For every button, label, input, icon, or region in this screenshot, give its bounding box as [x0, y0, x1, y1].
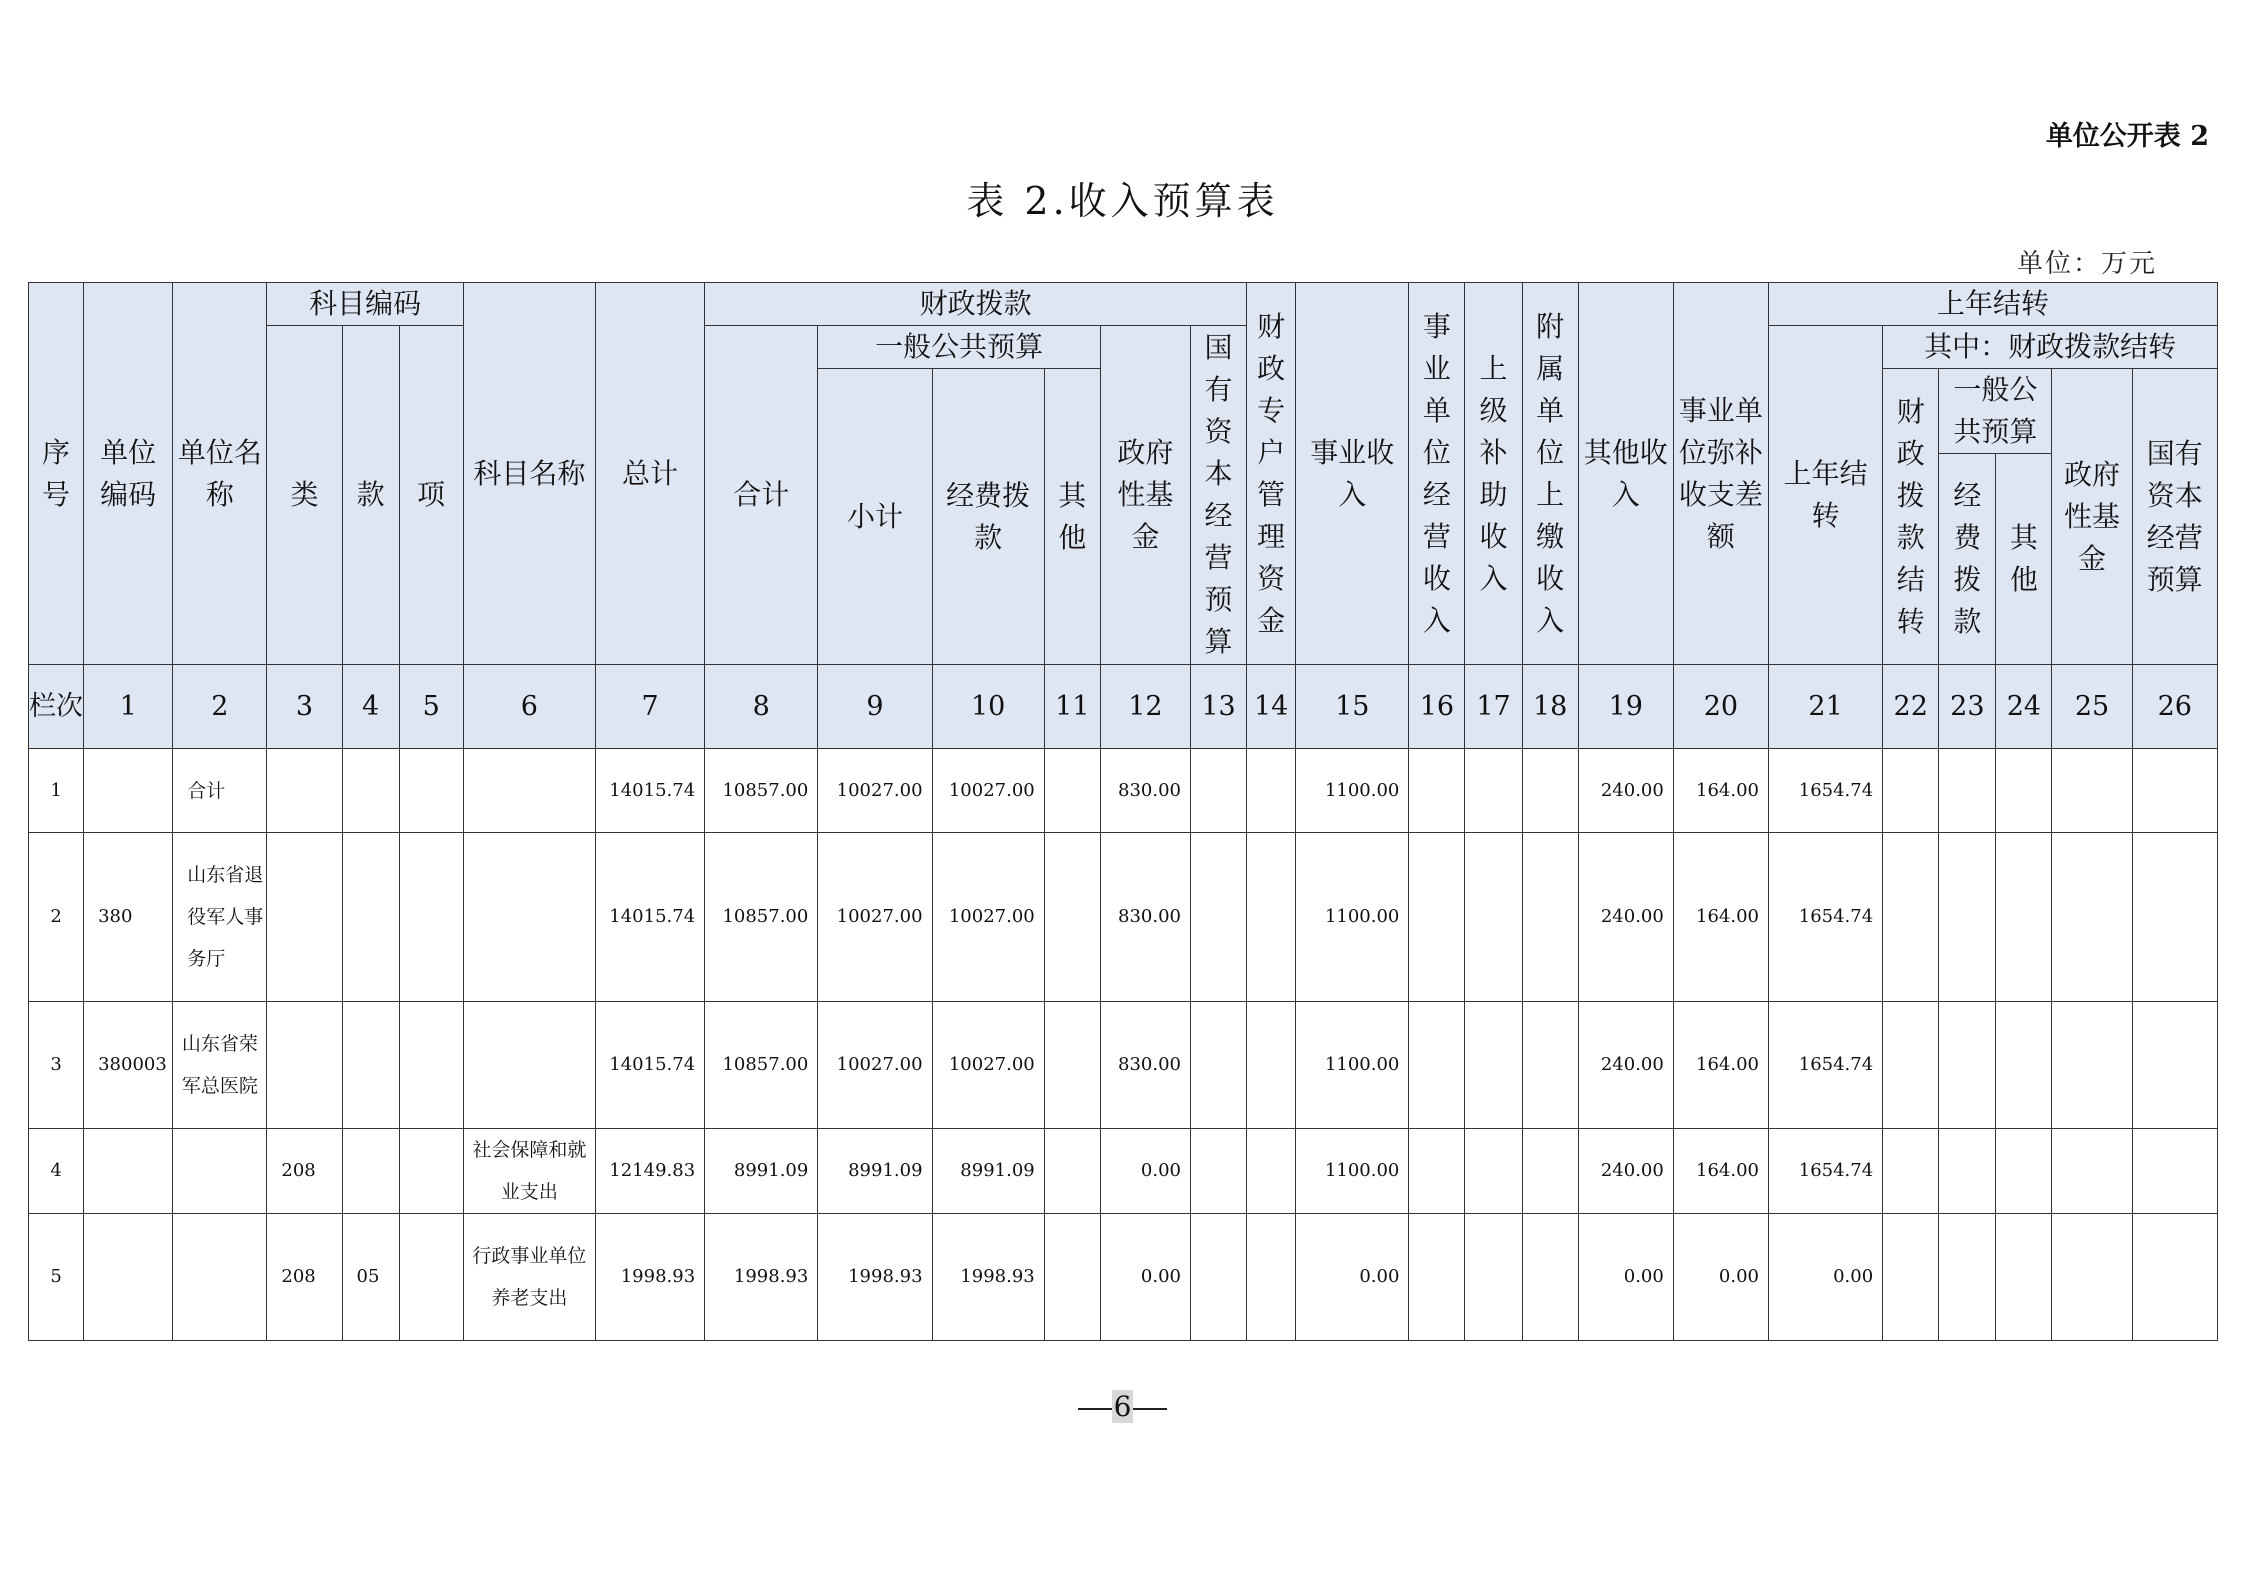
table-cell [342, 833, 399, 1002]
table-cell: 164.00 [1673, 1002, 1768, 1129]
table-cell: 164.00 [1673, 749, 1768, 833]
column-number: 22 [1883, 665, 1939, 749]
table-row [29, 1002, 2218, 1129]
table-cell: 8991.09 [932, 1129, 1044, 1214]
table-cell [1247, 1129, 1296, 1214]
table-cell [463, 833, 595, 1002]
table-cell [2052, 833, 2132, 1002]
table-cell: 240.00 [1578, 1002, 1673, 1129]
table-cell [267, 1002, 342, 1129]
column-number: 23 [1939, 665, 1996, 749]
table-cell [342, 1129, 399, 1214]
table-cell [2052, 1214, 2132, 1341]
page-footer [0, 1390, 2245, 1423]
table-cell: 1998.93 [705, 1214, 818, 1341]
table-cell: 0.00 [1578, 1214, 1673, 1341]
column-number: 7 [595, 665, 704, 749]
column-number: 10 [932, 665, 1044, 749]
table-cell [1190, 833, 1246, 1002]
column-number: 12 [1100, 665, 1190, 749]
table-cell [1522, 833, 1578, 1002]
table-cell: 0.00 [1768, 1214, 1882, 1341]
table-cell: 4 [29, 1129, 84, 1214]
table-cell [2052, 749, 2132, 833]
header-fiscal-carryover: 财政拨款结转 [1883, 369, 1939, 665]
header-general-budget: 一般公共预算 [818, 326, 1100, 369]
header-row-2 [29, 326, 2218, 369]
report-code-label: 单位公开表 2 [2045, 121, 2209, 152]
table-cell: 830.00 [1100, 833, 1190, 1002]
table-cell: 3 [29, 1002, 84, 1129]
table-cell: 380003 [84, 1002, 173, 1129]
table-cell [1996, 833, 2052, 1002]
table-cell [2132, 833, 2217, 1002]
column-number: 11 [1044, 665, 1100, 749]
column-number: 15 [1296, 665, 1409, 749]
table-cell: 10027.00 [818, 749, 932, 833]
table-cell [1044, 749, 1100, 833]
column-number: 14 [1247, 665, 1296, 749]
table-cell: 0.00 [1673, 1214, 1768, 1341]
table-cell: 830.00 [1100, 749, 1190, 833]
table-cell [1409, 833, 1465, 1002]
header-other-income: 其他收入 [1578, 283, 1673, 665]
table-row [29, 1214, 2218, 1341]
table-cell: 2 [29, 833, 84, 1002]
table-cell: 1100.00 [1296, 1129, 1409, 1214]
column-number: 1 [84, 665, 173, 749]
header-fiscal-sum: 合计 [705, 326, 818, 665]
table-cell: 社会保障和就业支出 [463, 1129, 595, 1214]
table-cell [84, 1214, 173, 1341]
table-cell: 10027.00 [818, 833, 932, 1002]
table-cell [1522, 1129, 1578, 1214]
table-cell [399, 1002, 463, 1129]
header-business-income: 事业收入 [1296, 283, 1409, 665]
table-cell: 1100.00 [1296, 833, 1409, 1002]
table-cell: 240.00 [1578, 833, 1673, 1002]
table-cell: 10027.00 [932, 1002, 1044, 1129]
table-cell: 14015.74 [595, 833, 704, 1002]
table-cell [1465, 1214, 1522, 1341]
table-cell: 1654.74 [1768, 1002, 1882, 1129]
column-number: 6 [463, 665, 595, 749]
table-cell [1190, 1129, 1246, 1214]
table-cell [1883, 833, 1939, 1002]
header-subtotal: 小计 [818, 369, 932, 665]
table-row [29, 833, 2218, 1002]
table-cell [1044, 1002, 1100, 1129]
column-number: 25 [2052, 665, 2132, 749]
table-cell [1522, 1002, 1578, 1129]
table-cell: 1654.74 [1768, 1129, 1882, 1214]
table-cell [1044, 1214, 1100, 1341]
column-number: 20 [1673, 665, 1768, 749]
header-special-account: 财政专户管理资金 [1247, 283, 1296, 665]
table-cell [1247, 1214, 1296, 1341]
table-cell [1522, 749, 1578, 833]
header-subsidy-income: 上级补助收入 [1465, 283, 1522, 665]
header-unit-code: 单位编码 [84, 283, 173, 665]
table-cell [1939, 1129, 1996, 1214]
header-total: 总计 [595, 283, 704, 665]
header-unit-name: 单位名称 [173, 283, 267, 665]
header-fiscal: 财政拨款 [705, 283, 1247, 326]
table-cell: 5 [29, 1214, 84, 1341]
column-number-row [29, 665, 2218, 749]
table-cell [2052, 1002, 2132, 1129]
header-carryover-total: 上年结转 [1768, 326, 1882, 665]
unit-label: 单位：万元 [2016, 249, 2157, 279]
table-cell [1465, 749, 1522, 833]
table-cell [1409, 1214, 1465, 1341]
table-cell: 1998.93 [595, 1214, 704, 1341]
table-cell [1883, 1214, 1939, 1341]
header-cf-other: 其他 [1996, 454, 2052, 665]
table-cell [1247, 833, 1296, 1002]
page-title: 表 2.收入预算表 [966, 179, 1279, 223]
table-cell: 10027.00 [818, 1002, 932, 1129]
table-cell [1190, 749, 1246, 833]
header-carryover: 上年结转 [1768, 283, 2217, 326]
table-cell: 1 [29, 749, 84, 833]
table-cell [267, 749, 342, 833]
table-cell [1996, 749, 2052, 833]
column-number: 3 [267, 665, 342, 749]
table-cell [342, 1002, 399, 1129]
table-cell [1465, 1129, 1522, 1214]
table-cell: 10027.00 [932, 749, 1044, 833]
header-operating-income: 事业单位经营收入 [1409, 283, 1465, 665]
table-cell: 0.00 [1100, 1129, 1190, 1214]
column-number: 24 [1996, 665, 2052, 749]
table-cell [399, 749, 463, 833]
column-number: 16 [1409, 665, 1465, 749]
table-cell [1939, 749, 1996, 833]
table-cell [1247, 749, 1296, 833]
column-number: 21 [1768, 665, 1882, 749]
column-number: 5 [399, 665, 463, 749]
table-cell [1044, 1129, 1100, 1214]
table-row [29, 749, 2218, 833]
table-cell [1939, 1002, 1996, 1129]
table-cell: 10857.00 [705, 749, 818, 833]
table-cell [1996, 1002, 2052, 1129]
column-number: 8 [705, 665, 818, 749]
table-cell: 240.00 [1578, 749, 1673, 833]
table-cell [1939, 1214, 1996, 1341]
table-cell: 05 [342, 1214, 399, 1341]
table-cell [1465, 833, 1522, 1002]
column-number: 2 [173, 665, 267, 749]
table-cell [84, 1129, 173, 1214]
table-cell: 164.00 [1673, 1129, 1768, 1214]
page-number: 6 [1113, 1390, 1132, 1423]
header-carryover-fiscal-group: 其中：财政拨款结转 [1883, 326, 2218, 369]
table-cell [1465, 1002, 1522, 1129]
table-cell [1247, 1002, 1296, 1129]
header-state-capital: 国有资本经营预算 [1190, 326, 1246, 665]
table-cell: 1998.93 [818, 1214, 932, 1341]
header-cf-funding: 经费拨款 [1939, 454, 1996, 665]
table-cell: 8991.09 [705, 1129, 818, 1214]
table-cell: 10857.00 [705, 1002, 818, 1129]
table-cell: 8991.09 [818, 1129, 932, 1214]
header-xiang: 项 [399, 326, 463, 665]
table-cell: 12149.83 [595, 1129, 704, 1214]
column-number: 26 [2132, 665, 2217, 749]
table-cell: 1100.00 [1296, 1002, 1409, 1129]
table-cell [1996, 1214, 2052, 1341]
table-cell: 山东省荣军总医院 [173, 1002, 267, 1129]
header-cf-gov-fund: 政府性基金 [2052, 369, 2132, 665]
column-number: 13 [1190, 665, 1246, 749]
table-cell: 1998.93 [932, 1214, 1044, 1341]
table-cell: 0.00 [1296, 1214, 1409, 1341]
table-cell [267, 833, 342, 1002]
header-lei: 类 [267, 326, 342, 665]
table-cell [2052, 1129, 2132, 1214]
footer-dash-right [1133, 1408, 1167, 1410]
table-cell [342, 749, 399, 833]
table-cell: 1654.74 [1768, 749, 1882, 833]
table-row [29, 1129, 2218, 1214]
column-number: 栏次 [29, 665, 84, 749]
table-cell [173, 1129, 267, 1214]
header-deficit-cover: 事业单位弥补收支差额 [1673, 283, 1768, 665]
table-cell [2132, 749, 2217, 833]
table-cell [399, 1129, 463, 1214]
header-other: 其他 [1044, 369, 1100, 665]
table-cell [463, 749, 595, 833]
table-cell: 合计 [173, 749, 267, 833]
table-cell: 山东省退役军人事务厅 [173, 833, 267, 1002]
table-cell [1190, 1214, 1246, 1341]
column-number: 18 [1522, 665, 1578, 749]
table-cell: 行政事业单位养老支出 [463, 1214, 595, 1341]
table-cell: 0.00 [1100, 1214, 1190, 1341]
table-cell: 14015.74 [595, 749, 704, 833]
table-cell [173, 1214, 267, 1341]
table-cell: 208 [267, 1129, 342, 1214]
header-affiliated-income: 附属单位上缴收入 [1522, 283, 1578, 665]
header-subject-code: 科目编码 [267, 283, 463, 326]
table-cell: 380 [84, 833, 173, 1002]
header-row-1 [29, 283, 2218, 326]
header-subject-name: 科目名称 [463, 283, 595, 665]
table-cell [463, 1002, 595, 1129]
table-cell [1883, 1129, 1939, 1214]
table-cell [399, 833, 463, 1002]
table-cell: 1654.74 [1768, 833, 1882, 1002]
table-cell: 10857.00 [705, 833, 818, 1002]
header-kuan: 款 [342, 326, 399, 665]
table-cell: 830.00 [1100, 1002, 1190, 1129]
table-cell [1883, 749, 1939, 833]
table-cell [1883, 1002, 1939, 1129]
table-cell [1409, 1129, 1465, 1214]
table-cell [1190, 1002, 1246, 1129]
table-cell [1409, 749, 1465, 833]
column-number: 17 [1465, 665, 1522, 749]
table-cell [84, 749, 173, 833]
table-cell: 10027.00 [932, 833, 1044, 1002]
table-cell: 1100.00 [1296, 749, 1409, 833]
table-cell [1996, 1129, 2052, 1214]
header-gov-fund: 政府性基金 [1100, 326, 1190, 665]
income-budget-table [28, 282, 2218, 1341]
column-number: 4 [342, 665, 399, 749]
table-cell [1522, 1214, 1578, 1341]
table-cell: 208 [267, 1214, 342, 1341]
table-cell [2132, 1002, 2217, 1129]
table-cell [2132, 1129, 2217, 1214]
header-funding: 经费拨款 [932, 369, 1044, 665]
column-number: 9 [818, 665, 932, 749]
header-cf-general: 一般公共预算 [1939, 369, 2052, 454]
table-cell [1044, 833, 1100, 1002]
table-cell: 164.00 [1673, 833, 1768, 1002]
header-seq: 序号 [29, 283, 84, 665]
table-cell [1409, 1002, 1465, 1129]
table-cell [399, 1214, 463, 1341]
table-cell [1939, 833, 1996, 1002]
table-cell: 240.00 [1578, 1129, 1673, 1214]
column-number: 19 [1578, 665, 1673, 749]
table-cell [2132, 1214, 2217, 1341]
footer-dash-left [1078, 1408, 1112, 1410]
header-cf-state-capital: 国有资本经营预算 [2132, 369, 2217, 665]
table-cell: 14015.74 [595, 1002, 704, 1129]
